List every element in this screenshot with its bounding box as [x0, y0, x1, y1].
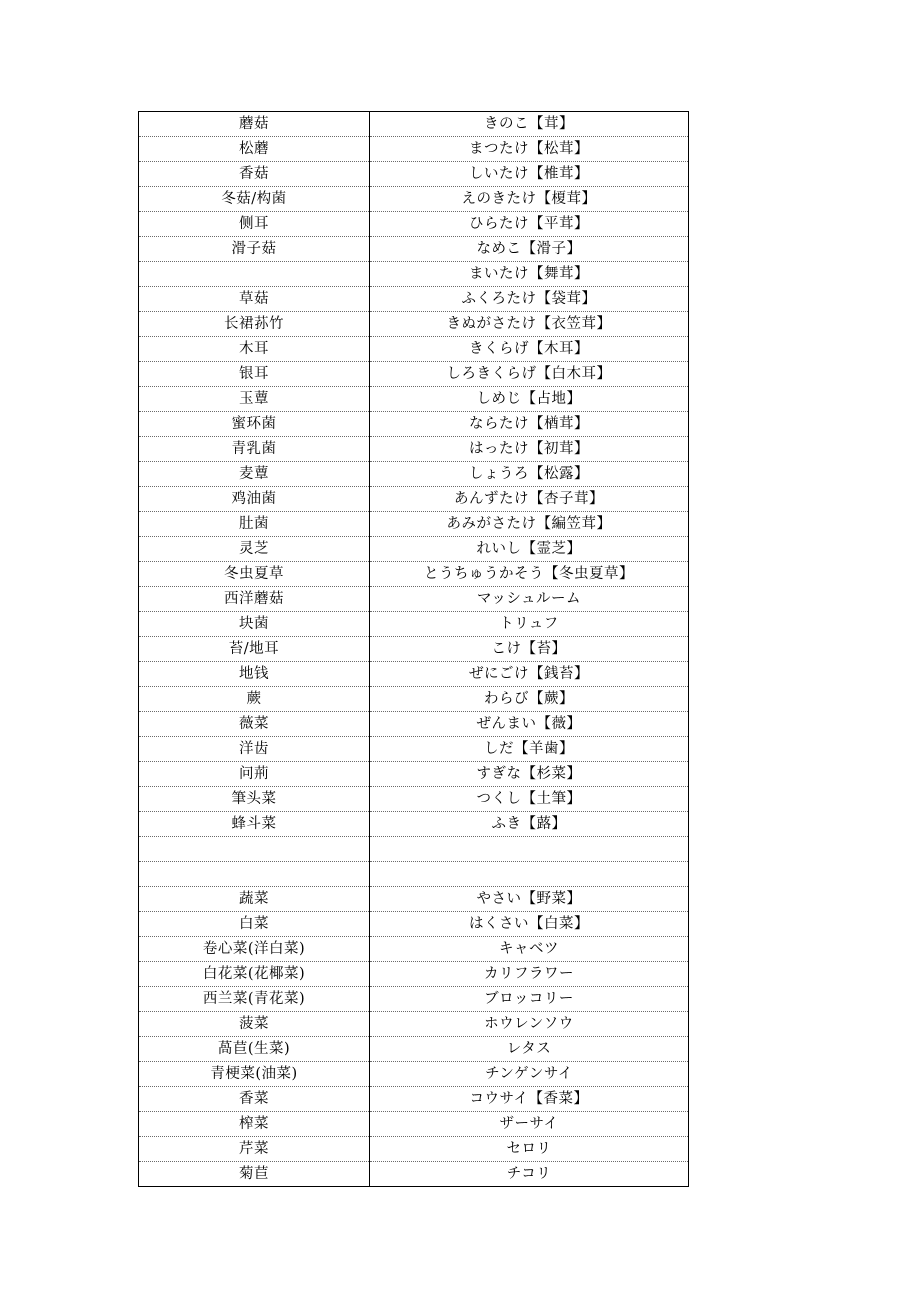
table-row	[139, 312, 689, 337]
japanese-term-cell: きぬがさたけ【衣笠茸】	[370, 312, 689, 337]
table-row	[139, 512, 689, 537]
japanese-term-cell: トリュフ	[370, 612, 689, 637]
chinese-term-cell: 玉蕈	[139, 387, 370, 412]
japanese-term-cell: ぜんまい【薇】	[370, 712, 689, 737]
chinese-term-cell: 问荊	[139, 762, 370, 787]
chinese-term-cell: 蜂斗菜	[139, 812, 370, 837]
japanese-term-cell: あんずたけ【杏子茸】	[370, 487, 689, 512]
table-row	[139, 812, 689, 837]
japanese-term-cell: ならたけ【楢茸】	[370, 412, 689, 437]
table-row	[139, 212, 689, 237]
table-row	[139, 687, 689, 712]
chinese-term-cell: 苔/地耳	[139, 637, 370, 662]
chinese-term-cell: 灵芝	[139, 537, 370, 562]
table-row	[139, 1062, 689, 1087]
table-row	[139, 287, 689, 312]
chinese-term-cell: 长裙荪竹	[139, 312, 370, 337]
table-row	[139, 162, 689, 187]
table-row	[139, 1137, 689, 1162]
chinese-term-cell: 菊苣	[139, 1162, 370, 1187]
japanese-term-cell: しめじ【占地】	[370, 387, 689, 412]
japanese-term-cell: ザーサイ	[370, 1112, 689, 1137]
chinese-term-cell: 地钱	[139, 662, 370, 687]
table-row	[139, 387, 689, 412]
table-row	[139, 787, 689, 812]
table-row	[139, 662, 689, 687]
chinese-term-cell: 鸡油菌	[139, 487, 370, 512]
chinese-term-cell	[139, 837, 370, 862]
vocabulary-table	[138, 111, 689, 1187]
table-row	[139, 712, 689, 737]
table-row	[139, 362, 689, 387]
japanese-term-cell: はったけ【初茸】	[370, 437, 689, 462]
table-row	[139, 337, 689, 362]
table-row	[139, 862, 689, 887]
chinese-term-cell: 芹菜	[139, 1137, 370, 1162]
table-row	[139, 262, 689, 287]
japanese-term-cell: しろきくらげ【白木耳】	[370, 362, 689, 387]
chinese-term-cell: 香菜	[139, 1087, 370, 1112]
japanese-term-cell: れいし【霊芝】	[370, 537, 689, 562]
japanese-term-cell: はくさい【白菜】	[370, 912, 689, 937]
japanese-term-cell: コウサイ【香菜】	[370, 1087, 689, 1112]
japanese-term-cell: えのきたけ【榎茸】	[370, 187, 689, 212]
japanese-term-cell: あみがさたけ【編笠茸】	[370, 512, 689, 537]
table-row	[139, 112, 689, 137]
table-row	[139, 837, 689, 862]
table-row	[139, 1037, 689, 1062]
chinese-term-cell: 银耳	[139, 362, 370, 387]
chinese-term-cell: 洋齿	[139, 737, 370, 762]
chinese-term-cell: 青梗菜(油菜)	[139, 1062, 370, 1087]
chinese-term-cell: 薇菜	[139, 712, 370, 737]
chinese-term-cell: 蘑菇	[139, 112, 370, 137]
chinese-term-cell: 青乳菌	[139, 437, 370, 462]
chinese-term-cell: 草菇	[139, 287, 370, 312]
japanese-term-cell: まつたけ【松茸】	[370, 137, 689, 162]
japanese-term-cell: すぎな【杉菜】	[370, 762, 689, 787]
chinese-term-cell: 西兰菜(青花菜)	[139, 987, 370, 1012]
chinese-term-cell: 侧耳	[139, 212, 370, 237]
japanese-term-cell	[370, 837, 689, 862]
table-row	[139, 912, 689, 937]
table-row	[139, 562, 689, 587]
japanese-term-cell: チコリ	[370, 1162, 689, 1187]
japanese-term-cell: しょうろ【松露】	[370, 462, 689, 487]
chinese-term-cell: 萵苣(生菜)	[139, 1037, 370, 1062]
table-row	[139, 187, 689, 212]
table-row	[139, 412, 689, 437]
japanese-term-cell: こけ【苔】	[370, 637, 689, 662]
chinese-term-cell: 块菌	[139, 612, 370, 637]
chinese-term-cell: 蜜环菌	[139, 412, 370, 437]
table-row	[139, 637, 689, 662]
chinese-term-cell: 白菜	[139, 912, 370, 937]
chinese-term-cell	[139, 262, 370, 287]
chinese-term-cell: 冬菇/构菌	[139, 187, 370, 212]
vocabulary-table-body	[139, 112, 689, 1187]
japanese-term-cell: なめこ【滑子】	[370, 237, 689, 262]
table-row	[139, 137, 689, 162]
japanese-term-cell: カリフラワー	[370, 962, 689, 987]
chinese-term-cell: 西洋蘑菇	[139, 587, 370, 612]
japanese-term-cell: ぜにごけ【銭苔】	[370, 662, 689, 687]
chinese-term-cell: 榨菜	[139, 1112, 370, 1137]
japanese-term-cell: やさい【野菜】	[370, 887, 689, 912]
japanese-term-cell: ふき【蕗】	[370, 812, 689, 837]
table-row	[139, 887, 689, 912]
chinese-term-cell	[139, 862, 370, 887]
table-row	[139, 987, 689, 1012]
chinese-term-cell: 蔬菜	[139, 887, 370, 912]
japanese-term-cell: きくらげ【木耳】	[370, 337, 689, 362]
chinese-term-cell: 滑子菇	[139, 237, 370, 262]
table-row	[139, 587, 689, 612]
japanese-term-cell: マッシュルーム	[370, 587, 689, 612]
japanese-term-cell	[370, 862, 689, 887]
table-row	[139, 487, 689, 512]
japanese-term-cell: セロリ	[370, 1137, 689, 1162]
japanese-term-cell: ホウレンソウ	[370, 1012, 689, 1037]
chinese-term-cell: 香菇	[139, 162, 370, 187]
chinese-term-cell: 松蘑	[139, 137, 370, 162]
table-row	[139, 1087, 689, 1112]
chinese-term-cell: 肚菌	[139, 512, 370, 537]
table-row	[139, 437, 689, 462]
chinese-term-cell: 卷心菜(洋白菜)	[139, 937, 370, 962]
table-row	[139, 737, 689, 762]
japanese-term-cell: キャベツ	[370, 937, 689, 962]
japanese-term-cell: つくし【土筆】	[370, 787, 689, 812]
chinese-term-cell: 麦蕈	[139, 462, 370, 487]
table-row	[139, 237, 689, 262]
chinese-term-cell: 木耳	[139, 337, 370, 362]
table-row	[139, 1012, 689, 1037]
japanese-term-cell: きのこ【茸】	[370, 112, 689, 137]
japanese-term-cell: しだ【羊歯】	[370, 737, 689, 762]
japanese-term-cell: ふくろたけ【袋茸】	[370, 287, 689, 312]
table-row	[139, 537, 689, 562]
table-row	[139, 1112, 689, 1137]
chinese-term-cell: 白花菜(花椰菜)	[139, 962, 370, 987]
table-row	[139, 462, 689, 487]
chinese-term-cell: 菠菜	[139, 1012, 370, 1037]
chinese-term-cell: 筆头菜	[139, 787, 370, 812]
japanese-term-cell: チンゲンサイ	[370, 1062, 689, 1087]
japanese-term-cell: ブロッコリー	[370, 987, 689, 1012]
japanese-term-cell: わらび【蕨】	[370, 687, 689, 712]
japanese-term-cell: まいたけ【舞茸】	[370, 262, 689, 287]
chinese-term-cell: 冬虫夏草	[139, 562, 370, 587]
table-row	[139, 1162, 689, 1187]
japanese-term-cell: しいたけ【椎茸】	[370, 162, 689, 187]
japanese-term-cell: レタス	[370, 1037, 689, 1062]
table-row	[139, 962, 689, 987]
japanese-term-cell: ひらたけ【平茸】	[370, 212, 689, 237]
table-row	[139, 612, 689, 637]
japanese-term-cell: とうちゅうかそう【冬虫夏草】	[370, 562, 689, 587]
table-row	[139, 937, 689, 962]
table-row	[139, 762, 689, 787]
chinese-term-cell: 蕨	[139, 687, 370, 712]
